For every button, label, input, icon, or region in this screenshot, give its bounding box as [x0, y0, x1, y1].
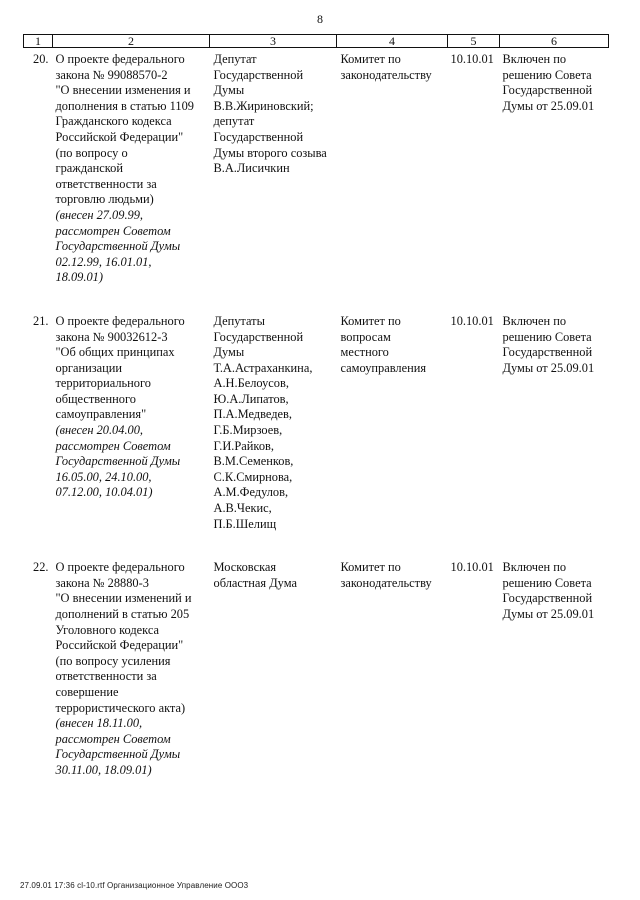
bill-cell	[53, 48, 210, 286]
column-number-header	[24, 35, 609, 48]
bill-history: (внесен 20.04.00, рассмотрен Советом Государственной Думы 16.05.00, 24.10.00, 07.12.00, 10.04.01)	[55, 423, 181, 500]
inclusion-status: Включен по решению Совета Государственной Думы от 25.09.01	[502, 313, 595, 375]
table-row	[24, 314, 609, 532]
row-spacer	[24, 286, 609, 314]
column-header-5: 5	[448, 35, 500, 48]
bill-author: Депутаты Государственной Думы Т.А.Астраханкина, А.Н.Белоусов, Ю.А.Липатов, П.А.Медведев, Г.Б.Мирзоев, Г.И.Райков, В.М.Семенков, С.К.Смирнова, А.М.Федулов, А.В.Чекис, П.Б.Шелищ	[213, 313, 313, 531]
bill-history: (внесен 27.09.99, рассмотрен Советом Государственной Думы 02.12.99, 16.01.01, 18.09.01)	[55, 207, 181, 285]
bills-table	[23, 34, 609, 779]
bill-author: Депутат Государственной Думы В.В.Жириновский; депутат Государственной Думы второго созыва В.А.Лисичкин	[213, 52, 327, 176]
column-header-6: 6	[500, 35, 609, 48]
inclusion-status: Включен по решению Совета Государственной Думы от 25.09.01	[502, 560, 595, 621]
responsible-committee: Комитет по вопросам местного самоуправления	[340, 313, 427, 375]
consideration-date: 10.10.01	[450, 313, 494, 328]
table-row	[24, 560, 609, 778]
inclusion-status: Включен по решению Совета Государственной Думы от 25.09.01	[502, 52, 595, 113]
bill-title: О проекте федерального закона № 90032612-3 "Об общих принципах организации территориального общественного самоуправления"	[55, 313, 185, 422]
responsible-committee: Комитет по законодательству	[340, 52, 432, 82]
bill-title: О проекте федерального закона № 28880-3 "О внесении изменений и дополнений в статью 205 Уголовного кодекса Российской Федерации" (по вопросу усиления ответственности за совершение террористического акта)	[55, 560, 192, 715]
column-header-4: 4	[337, 35, 448, 48]
consideration-date: 10.10.01	[450, 52, 494, 66]
bill-title: О проекте федерального закона № 99088570-2 "О внесении изменения и дополнения в статью 1109 Гражданского кодекса Российской Федерации" (по вопросу о гражданской ответственности за торговлю людьми)	[55, 52, 194, 207]
row-number: 20.	[33, 52, 49, 66]
row-number: 22.	[33, 560, 49, 575]
consideration-date: 10.10.01	[450, 560, 494, 575]
row-spacer	[24, 532, 609, 560]
row-number: 21.	[33, 313, 49, 328]
print-footer: 27.09.01 17:36 cl-10.rtf Организационное Управление ООО3	[20, 881, 249, 890]
bill-history: (внесен 18.11.00, рассмотрен Советом Государственной Думы 30.11.00, 18.09.01)	[55, 716, 181, 777]
page-number: 8	[317, 12, 323, 26]
column-header-1: 1	[24, 35, 53, 48]
bill-cell	[53, 314, 210, 532]
bill-cell	[53, 560, 210, 778]
column-header-2: 2	[53, 35, 210, 48]
responsible-committee: Комитет по законодательству	[340, 560, 432, 590]
bill-author: Московская областная Дума	[213, 560, 297, 590]
table-row	[24, 48, 609, 286]
column-header-3: 3	[210, 35, 337, 48]
